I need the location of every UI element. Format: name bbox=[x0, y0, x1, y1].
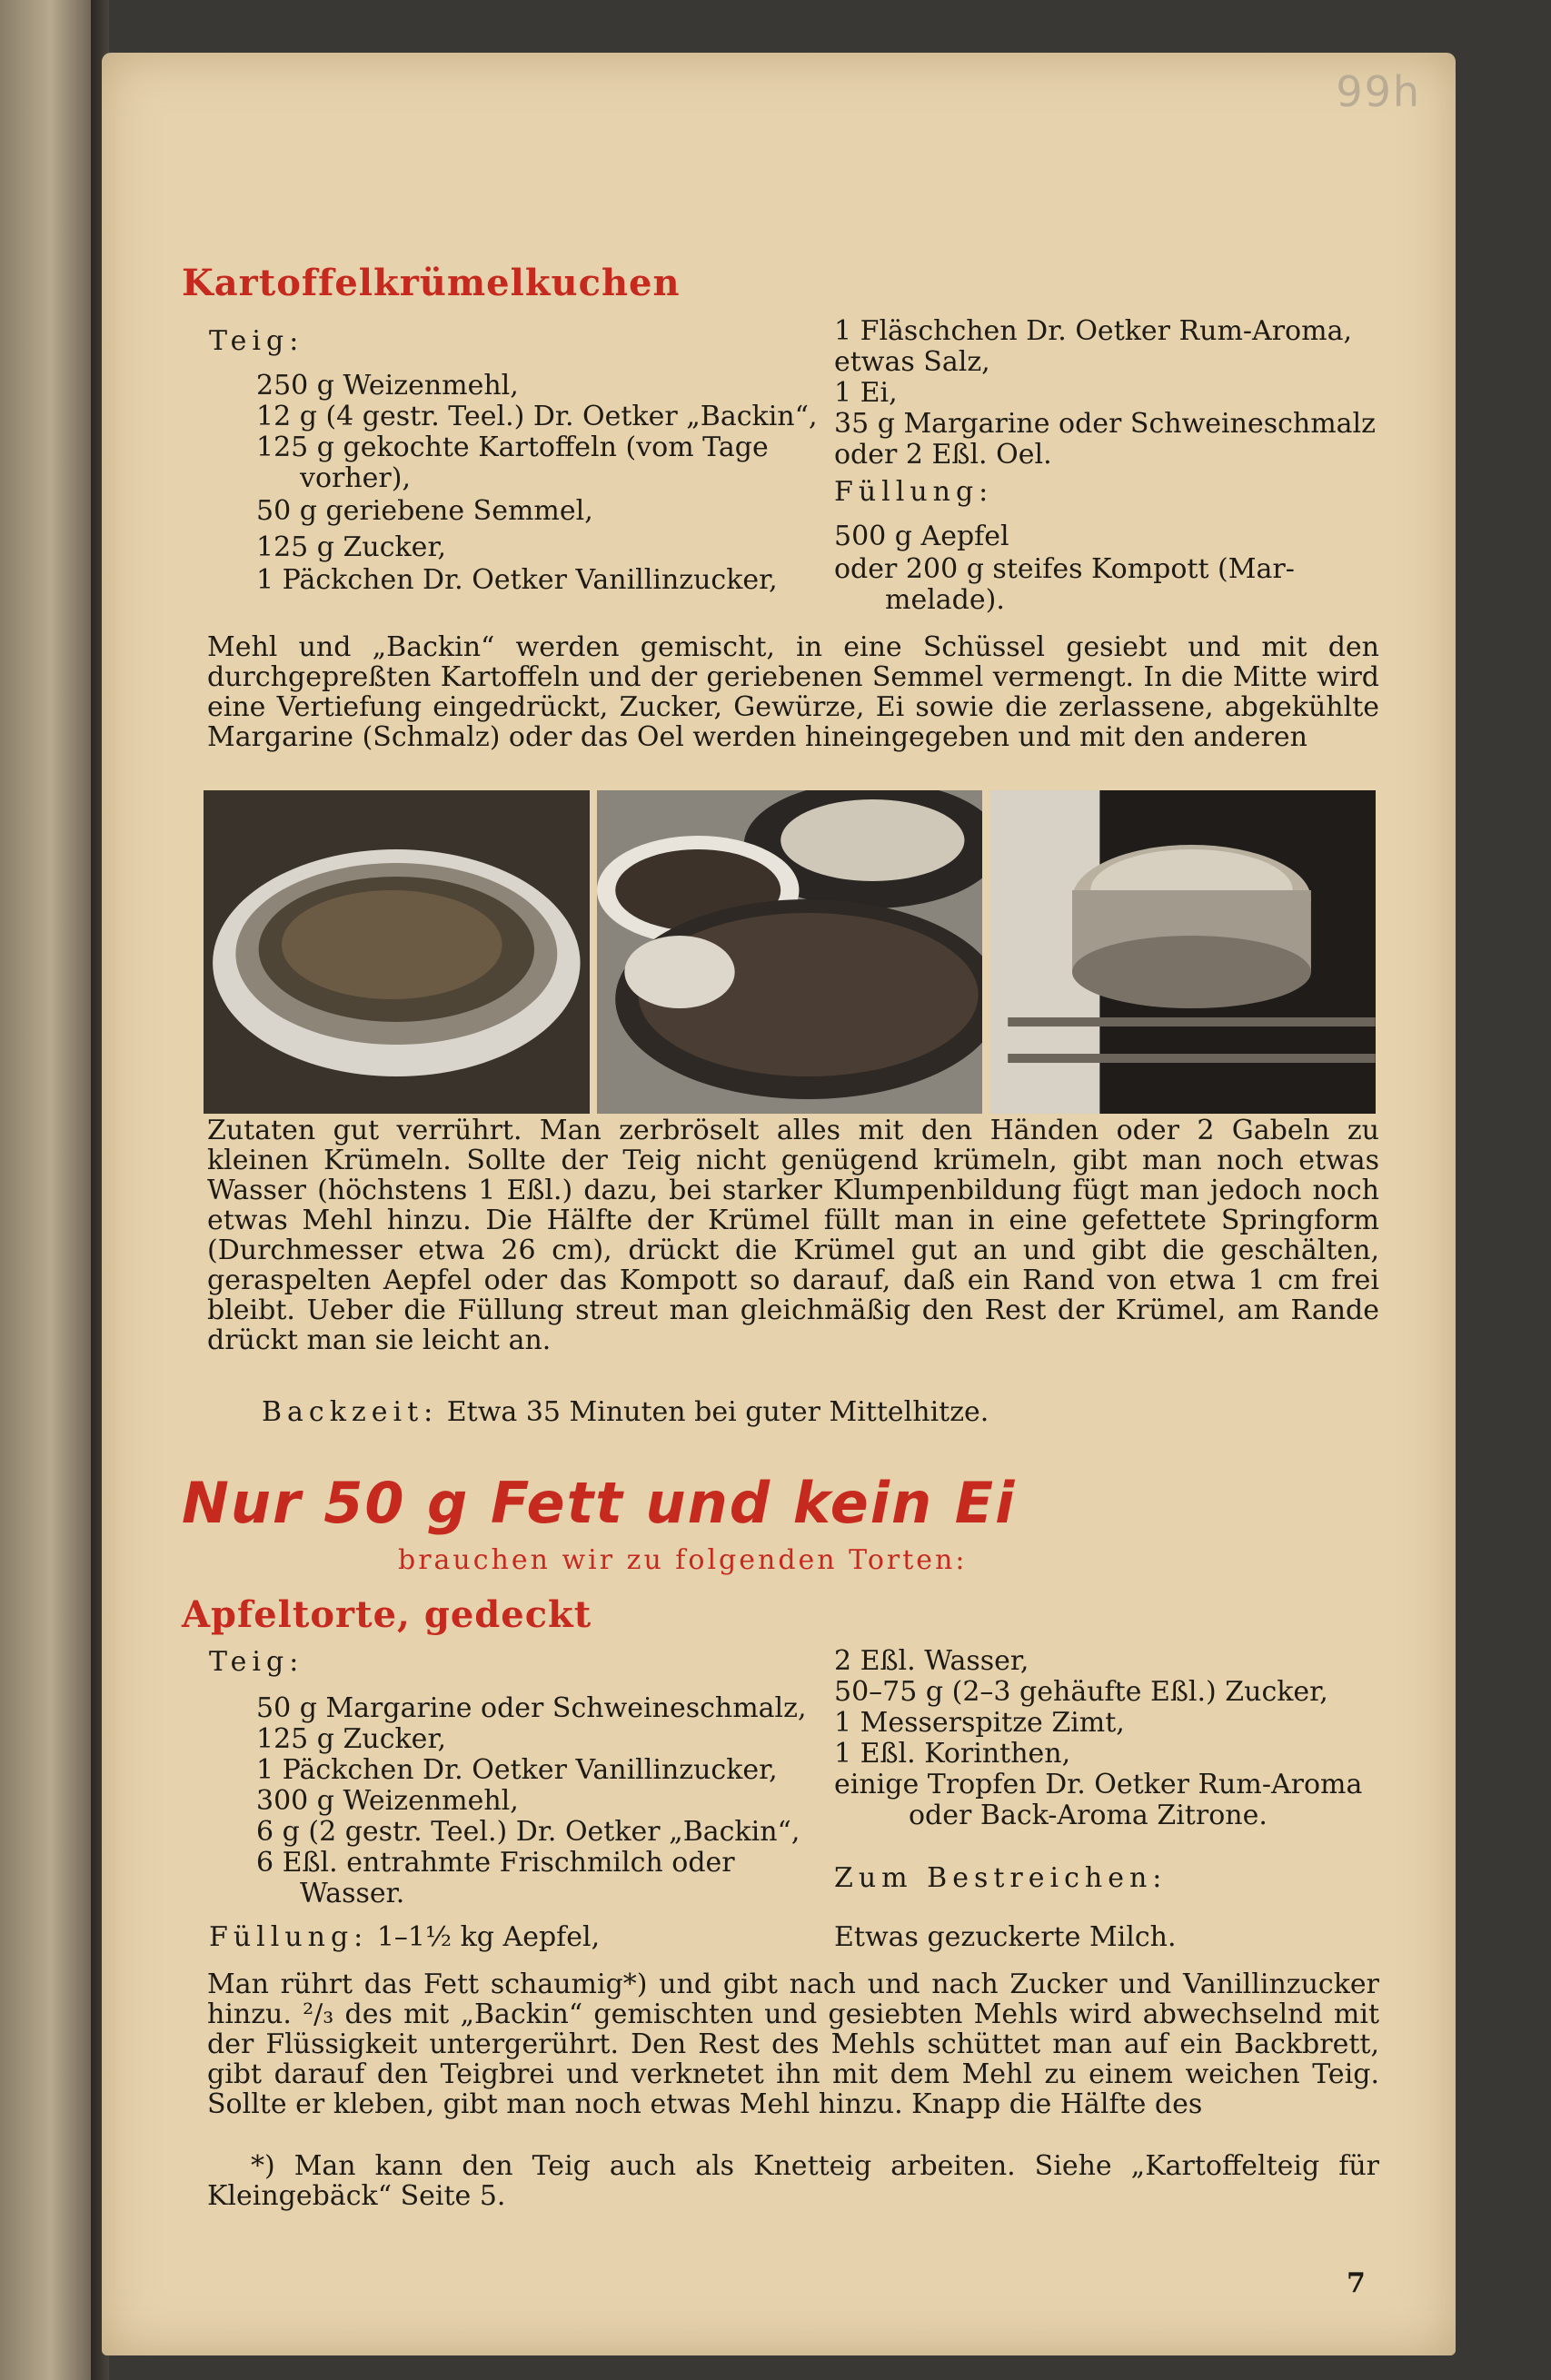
ingredient: 500 g Aepfel bbox=[834, 521, 1009, 552]
photo-baking-in-oven bbox=[989, 790, 1376, 1114]
ingredient: 2 Eßl. Wasser, bbox=[834, 1645, 1029, 1677]
ingredient: 125 g Zucker, bbox=[256, 1723, 447, 1755]
photo-strip bbox=[204, 790, 1376, 1114]
slogan-headline: Nur 50 g Fett und kein Ei bbox=[182, 1470, 1017, 1536]
slogan-subline: brauchen wir zu folgenden Torten: bbox=[398, 1544, 968, 1576]
photo-filling-springform bbox=[597, 790, 983, 1114]
archive-mark: 99h bbox=[1336, 67, 1421, 116]
bestreichen-text: Etwas gezuckerte Milch. bbox=[834, 1921, 1177, 1953]
ingredient: 1 Fläschchen Dr. Oetker Rum-Aroma, bbox=[834, 315, 1352, 347]
ingredient: etwas Salz, bbox=[834, 346, 990, 378]
ingredient: 1 Päckchen Dr. Oetker Vanillinzucker, bbox=[256, 1754, 778, 1786]
ingredient: 6 Eßl. entrahmte Frischmilch oder bbox=[256, 1847, 735, 1879]
backzeit-line bbox=[262, 1397, 989, 1428]
ingredient: oder 200 g steifes Kompott (Mar- bbox=[834, 553, 1295, 585]
recipe-instructions-apfeltorte: Man rührt das Fett schaumig*) und gibt nach und nach Zucker und Vanillinzucker hinzu. ²/₃ des mit „Backin“ gemischten und gesiebten Mehls wird abwechselnd mit der Flüssigkeit untergerührt. Den Rest des Mehls schüttet man auf ein Backbrett, gibt darauf den Teigbrei und verknetet ihn mit dem Mehl zu einem weichen Teig. Sollte er kleben, gibt man noch etwas Mehl hinzu. Knapp die Hälfte des bbox=[207, 1968, 1379, 2120]
footnote: *) Man kann den Teig auch als Knetteig arbeiten. Siehe „Kartoffelteig für Kleingebäck“ Seite 5. bbox=[207, 2150, 1379, 2212]
fuellung-label-2: Füllung: bbox=[209, 1921, 369, 1953]
ingredient: vorher), bbox=[300, 462, 412, 494]
ingredient: 1 Päckchen Dr. Oetker Vanillinzucker, bbox=[256, 564, 778, 596]
recipe-title-apfeltorte: Apfeltorte, gedeckt bbox=[182, 1593, 592, 1636]
book-page bbox=[102, 53, 1456, 2355]
ingredient: oder 2 Eßl. Oel. bbox=[834, 439, 1052, 471]
ingredient: 250 g Weizenmehl, bbox=[256, 370, 519, 402]
ingredient: 1 Messerspitze Zimt, bbox=[834, 1707, 1125, 1739]
ingredient: 125 g Zucker, bbox=[256, 531, 447, 563]
adjacent-page-edge bbox=[0, 0, 93, 2380]
ingredient: 1 Eßl. Korinthen, bbox=[834, 1738, 1071, 1770]
fuellung-line bbox=[209, 1922, 600, 1953]
ingredient: 50 g geriebene Semmel, bbox=[256, 495, 593, 527]
bestreichen-label: Zum Bestreichen: bbox=[834, 1862, 1168, 1894]
recipe-instructions-part2: Zutaten gut verrührt. Man zerbröselt alles mit den Händen oder 2 Gabeln zu kleinen Krümeln. Sollte der Teig nicht genügend krümeln, gibt man noch etwas Wasser (höchstens 1 Eßl.) dazu, bei starker Klumpenbildung fügt man jedoch noch etwas Mehl hinzu. Die Hälfte der Krümel füllt man in eine gefettete Springform (Durchmesser etwa 26 cm), drückt die Krümel gut an und gibt die geschälten, geraspelten Aepfel oder das Kompott so darauf, daß ein Rand von etwa 1 cm frei bleibt. Ueber die Füllung streut man gleichmäßig den Rest der Krümel, am Rande drückt man sie leicht an. bbox=[207, 1115, 1379, 1356]
fuellung-label: Füllung: bbox=[834, 476, 994, 508]
ingredient: 12 g (4 gestr. Teel.) Dr. Oetker „Backin“, bbox=[256, 401, 818, 432]
page-number: 7 bbox=[1347, 2267, 1366, 2299]
recipe-title-kartoffelkruemelkuchen: Kartoffelkrümelkuchen bbox=[182, 262, 681, 304]
ingredient: melade). bbox=[885, 584, 1005, 616]
ingredient: 300 g Weizenmehl, bbox=[256, 1785, 519, 1817]
fuellung-text: 1–1½ kg Aepfel, bbox=[376, 1921, 601, 1953]
backzeit-label: Backzeit: bbox=[262, 1396, 439, 1428]
ingredient: 6 g (2 gestr. Teel.) Dr. Oetker „Backin“, bbox=[256, 1816, 800, 1848]
backzeit-text: Etwa 35 Minuten bei guter Mittelhitze. bbox=[446, 1396, 989, 1428]
teig-label-2: Teig: bbox=[209, 1646, 304, 1678]
photo-crumbs-in-bowl bbox=[204, 790, 590, 1114]
ingredient: Wasser. bbox=[300, 1878, 405, 1909]
ingredient: 50–75 g (2–3 gehäufte Eßl.) Zucker, bbox=[834, 1676, 1328, 1708]
ingredient: einige Tropfen Dr. Oetker Rum-Aroma bbox=[834, 1769, 1363, 1800]
ingredient: 1 Ei, bbox=[834, 377, 898, 409]
ingredient: 125 g gekochte Kartoffeln (vom Tage bbox=[256, 431, 769, 463]
teig-label: Teig: bbox=[209, 325, 304, 357]
ingredient: 35 g Margarine oder Schweineschmalz bbox=[834, 408, 1376, 440]
ingredient: oder Back-Aroma Zitrone. bbox=[909, 1800, 1268, 1831]
recipe-instructions-part1: Mehl und „Backin“ werden gemischt, in eine Schüssel gesiebt und mit den durchgepreßten Kartoffeln und der geriebenen Semmel vermengt. In die Mitte wird eine Vertiefung eingedrückt, Zucker, Gewürze, Ei sowie die zerlassene, abgekühlte Margarine (Schmalz) oder das Oel werden hineingegeben und mit den anderen bbox=[207, 631, 1379, 753]
ingredient: 50 g Margarine oder Schweineschmalz, bbox=[256, 1692, 807, 1724]
